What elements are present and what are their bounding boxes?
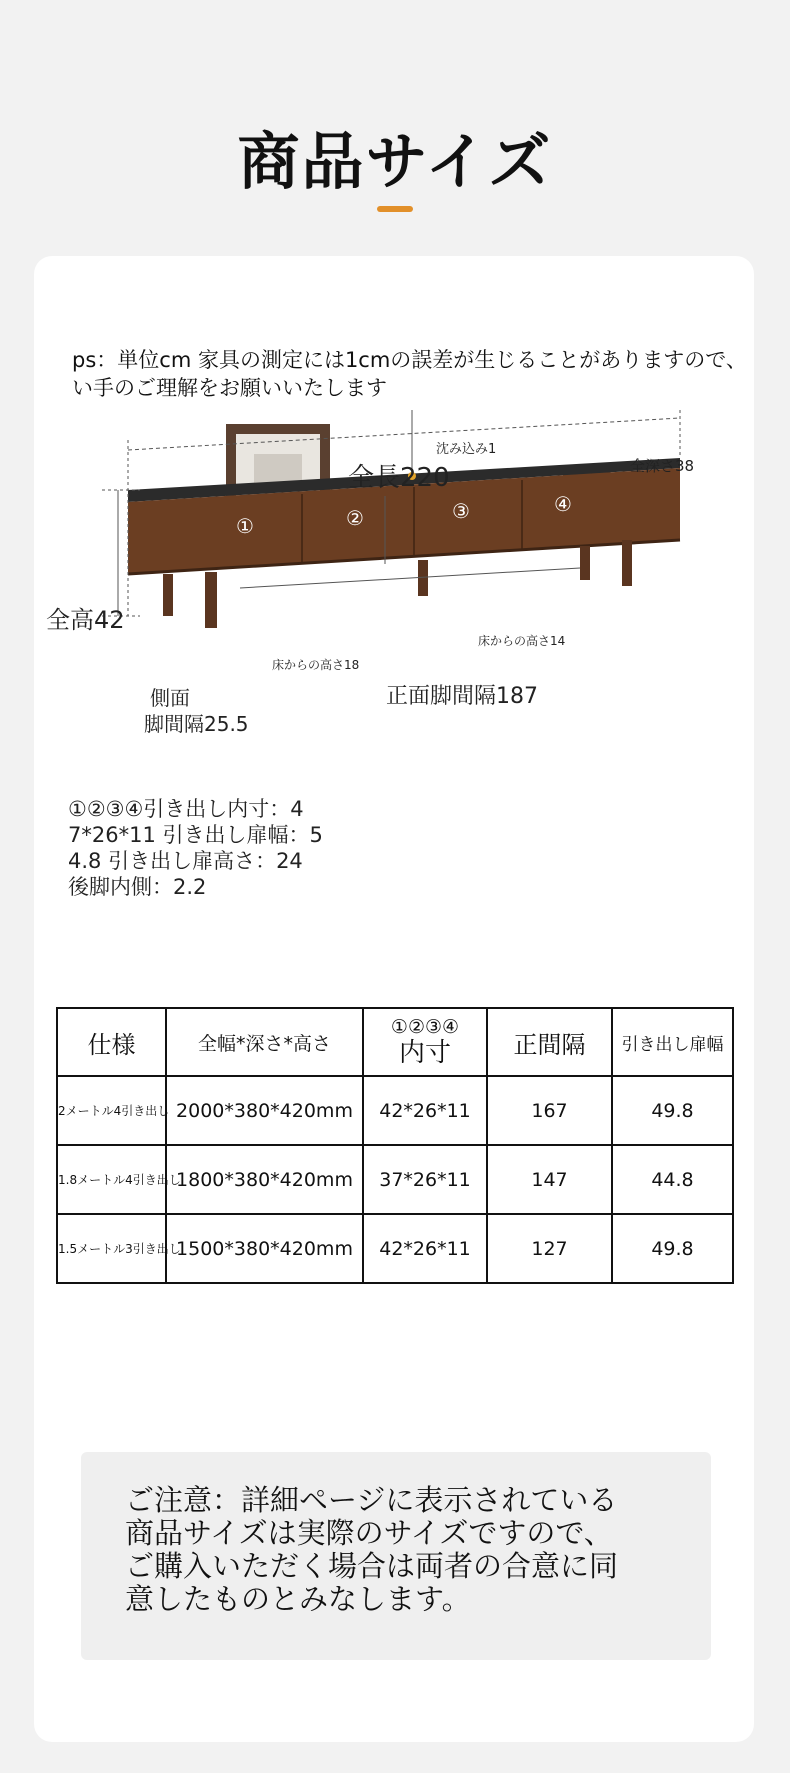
header-inner-circles: ①②③④ (390, 1016, 460, 1038)
drawer-specs (68, 796, 323, 900)
cell-door: 49.8 (612, 1076, 733, 1145)
caution-line-2: 商品サイズは実際のサイズですので、 (125, 1516, 613, 1550)
note-line-1: ps：単位cm 家具の測定には1cmの誤差が生じることがありますので、 (72, 348, 747, 372)
table-row (57, 1145, 733, 1214)
size-table (56, 1007, 734, 1284)
note-line-2: い手のご理解をお願いいたします (72, 376, 387, 400)
cell-gap: 147 (487, 1145, 612, 1214)
cell-name: 1.5メートル3引き出し (57, 1214, 166, 1283)
caution-box (81, 1452, 711, 1660)
depth-label: 全深さ38 (630, 457, 695, 475)
spec-line-4: 後脚内側：2.2 (68, 875, 207, 899)
cell-gap: 167 (487, 1076, 612, 1145)
cell-door: 49.8 (612, 1214, 733, 1283)
floor-height-right-label: 床からの高さ14 (478, 634, 566, 648)
cell-inner: 42*26*11 (363, 1076, 487, 1145)
table-row (57, 1076, 733, 1145)
caution-line-3: ご購入いただく場合は両者の合意に同 (125, 1549, 619, 1583)
drawer-4-label: ④ (554, 492, 572, 516)
header-spec: 仕様 (57, 1008, 166, 1076)
sink-label: 沈み込み1 (436, 442, 497, 457)
drawer-2-label: ② (346, 506, 364, 530)
cell-name: 2メートル4引き出し (57, 1076, 166, 1145)
measurement-note (72, 346, 790, 402)
caution-line-4: 意したものとみなします。 (125, 1582, 471, 1616)
cell-inner: 42*26*11 (363, 1214, 487, 1283)
title-underline (377, 206, 413, 212)
drawer-3-label: ③ (452, 499, 470, 523)
table-row (57, 1214, 733, 1283)
header-door: 引き出し扉幅 (612, 1008, 733, 1076)
caution-text (125, 1484, 618, 1616)
side-leg-label-2: 脚間隔25.5 (144, 712, 249, 736)
cell-dims: 1800*380*420mm (166, 1145, 363, 1214)
spec-line-3: 4.8 引き出し扉高さ：24 (68, 849, 303, 873)
length-label: 全長220 (348, 463, 450, 493)
header-inner-label: 内寸 (398, 1038, 451, 1068)
cell-name: 1.8メートル4引き出し (57, 1145, 166, 1214)
header-inner (363, 1008, 487, 1076)
header-gap: 正間隔 (487, 1008, 612, 1076)
header-dims: 全幅*深さ*高さ (166, 1008, 363, 1076)
side-leg-label-1: 側面 (150, 686, 190, 710)
spec-line-2: 7*26*11 引き出し扉幅：5 (68, 823, 323, 847)
drawer-1-label: ① (236, 514, 254, 538)
caution-line-1: ご注意：詳細ページに表示されている (125, 1483, 618, 1517)
product-dimension-diagram (40, 410, 760, 750)
front-leg-spacing-label: 正面脚間隔187 (386, 684, 538, 709)
cell-dims: 2000*380*420mm (166, 1076, 363, 1145)
spec-line-1: ①②③④引き出し内寸：4 (68, 797, 304, 821)
height-label: 全高42 (46, 606, 125, 634)
table-header-row (57, 1008, 733, 1076)
cell-gap: 127 (487, 1214, 612, 1283)
cell-door: 44.8 (612, 1145, 733, 1214)
floor-height-left-label: 床からの高さ18 (272, 658, 360, 672)
page-title: 商品サイズ (237, 125, 553, 198)
cell-inner: 37*26*11 (363, 1145, 487, 1214)
cell-dims: 1500*380*420mm (166, 1214, 363, 1283)
